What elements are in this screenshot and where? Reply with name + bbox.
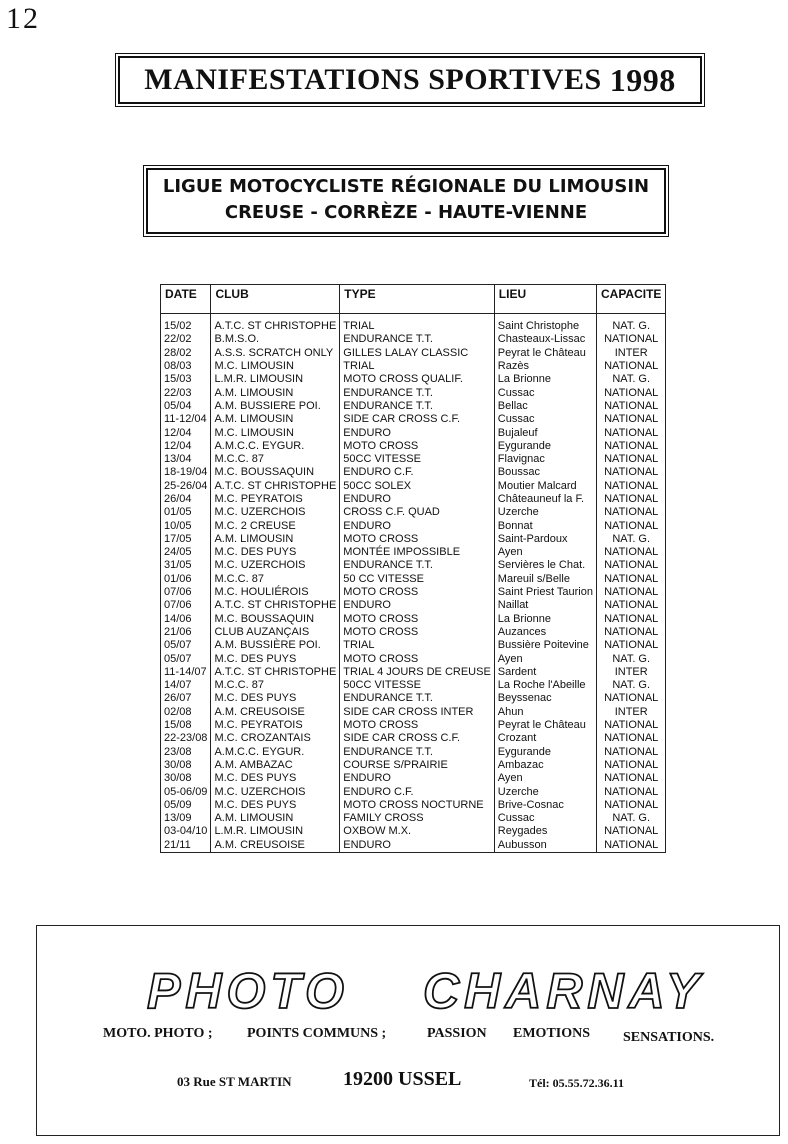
cell-capacite: NATIONAL <box>596 785 665 798</box>
cell-lieu: Saint-Pardoux <box>494 533 596 546</box>
cell-date: 15/08 <box>161 719 211 732</box>
cell-lieu: Reygades <box>494 825 596 838</box>
table-row <box>161 386 666 399</box>
cell-capacite: NATIONAL <box>596 493 665 506</box>
table-row <box>161 746 666 759</box>
cell-club: M.C. DES PUYS <box>211 692 340 705</box>
table-row <box>161 314 666 334</box>
cell-type: ENDURANCE T.T. <box>340 559 495 572</box>
header-date: DATE <box>161 285 211 314</box>
table-row <box>161 706 666 719</box>
cell-club: M.C. 2 CREUSE <box>211 519 340 532</box>
cell-lieu: La Roche l'Abeille <box>494 679 596 692</box>
title-box <box>118 56 702 104</box>
cell-type: MOTO CROSS <box>340 626 495 639</box>
cell-lieu: Bussière Poitevine <box>494 639 596 652</box>
brand-charnay: CHARNAY <box>423 963 705 1019</box>
cell-lieu: Chasteaux-Lissac <box>494 333 596 346</box>
cell-type: ENDURANCE T.T. <box>340 746 495 759</box>
table-row <box>161 453 666 466</box>
cell-type: ENDURO <box>340 599 495 612</box>
table-row <box>161 772 666 785</box>
cell-type: ENDURO C.F. <box>340 785 495 798</box>
header-capacite: CAPACITE <box>596 285 665 314</box>
cell-club: M.C. DES PUYS <box>211 546 340 559</box>
page-number: 12 <box>6 2 40 35</box>
cell-club: M.C. BOUSSAQUIN <box>211 613 340 626</box>
cell-capacite: NATIONAL <box>596 453 665 466</box>
cell-date: 12/04 <box>161 440 211 453</box>
table-row <box>161 559 666 572</box>
cell-lieu: Bujaleuf <box>494 426 596 439</box>
cell-type: ENDURO <box>340 493 495 506</box>
cell-type: MOTO CROSS <box>340 652 495 665</box>
cell-date: 22/03 <box>161 386 211 399</box>
cell-capacite: NATIONAL <box>596 825 665 838</box>
cell-capacite: NAT. G. <box>596 652 665 665</box>
cell-club: A.M. LIMOUSIN <box>211 812 340 825</box>
cell-lieu: La Brionne <box>494 613 596 626</box>
cell-type: MOTO CROSS <box>340 586 495 599</box>
cell-date: 26/07 <box>161 692 211 705</box>
cell-lieu: Moutier Malcard <box>494 480 596 493</box>
cell-type: MOTO CROSS <box>340 533 495 546</box>
cell-type: 50CC VITESSE <box>340 453 495 466</box>
cell-capacite: INTER <box>596 666 665 679</box>
cell-type: MONTÉE IMPOSSIBLE <box>340 546 495 559</box>
cell-lieu: Cussac <box>494 386 596 399</box>
cell-lieu: Ambazac <box>494 759 596 772</box>
cell-club: A.S.S. SCRATCH ONLY <box>211 347 340 360</box>
cell-date: 05/07 <box>161 639 211 652</box>
cell-capacite: NATIONAL <box>596 692 665 705</box>
cell-club: M.C.C. 87 <box>211 573 340 586</box>
cell-capacite: NATIONAL <box>596 799 665 812</box>
cell-date: 15/02 <box>161 314 211 334</box>
cell-type: 50 CC VITESSE <box>340 573 495 586</box>
cell-type: 50CC VITESSE <box>340 679 495 692</box>
cell-club: M.C. UZERCHOIS <box>211 506 340 519</box>
cell-club: M.C. PEYRATOIS <box>211 719 340 732</box>
cell-capacite: NAT. G. <box>596 314 665 334</box>
table-row <box>161 426 666 439</box>
cell-lieu: Peyrat le Château <box>494 347 596 360</box>
table-row <box>161 533 666 546</box>
cell-capacite: NATIONAL <box>596 480 665 493</box>
slogan-emotions: EMOTIONS <box>513 1026 591 1041</box>
cell-club: M.C. HOULIÉROIS <box>211 586 340 599</box>
cell-club: L.M.R. LIMOUSIN <box>211 373 340 386</box>
cell-lieu: Brive-Cosnac <box>494 799 596 812</box>
cell-type: GILLES LALAY CLASSIC <box>340 347 495 360</box>
cell-lieu: La Brionne <box>494 373 596 386</box>
cell-lieu: Auzances <box>494 626 596 639</box>
table-row <box>161 719 666 732</box>
cell-date: 01/05 <box>161 506 211 519</box>
cell-club: A.M.C.C. EYGUR. <box>211 746 340 759</box>
cell-capacite: NATIONAL <box>596 360 665 373</box>
cell-type: ENDURO <box>340 772 495 785</box>
cell-capacite: NAT. G. <box>596 812 665 825</box>
cell-type: ENDURO <box>340 839 495 853</box>
cell-date: 05/09 <box>161 799 211 812</box>
cell-capacite: NATIONAL <box>596 440 665 453</box>
cell-date: 28/02 <box>161 347 211 360</box>
cell-lieu: Servières le Chat. <box>494 559 596 572</box>
cell-lieu: Uzerche <box>494 785 596 798</box>
cell-club: M.C. CROZANTAIS <box>211 732 340 745</box>
cell-club: M.C.C. 87 <box>211 453 340 466</box>
cell-date: 24/05 <box>161 546 211 559</box>
cell-club: A.M.C.C. EYGUR. <box>211 440 340 453</box>
cell-lieu: Ayen <box>494 546 596 559</box>
table-row <box>161 493 666 506</box>
cell-date: 15/03 <box>161 373 211 386</box>
cell-date: 26/04 <box>161 493 211 506</box>
cell-date: 10/05 <box>161 519 211 532</box>
cell-club: M.C. DES PUYS <box>211 652 340 665</box>
table-row <box>161 333 666 346</box>
table-row <box>161 586 666 599</box>
cell-club: M.C. LIMOUSIN <box>211 426 340 439</box>
table-row <box>161 599 666 612</box>
cell-date: 11-14/07 <box>161 666 211 679</box>
league-regions: CREUSE - CORRÈZE - HAUTE-VIENNE <box>224 202 588 223</box>
cell-lieu: Saint Christophe <box>494 314 596 334</box>
cell-capacite: NATIONAL <box>596 559 665 572</box>
cell-lieu: Cussac <box>494 413 596 426</box>
table-row <box>161 400 666 413</box>
cell-type: SIDE CAR CROSS C.F. <box>340 732 495 745</box>
table-row <box>161 506 666 519</box>
table-row <box>161 440 666 453</box>
advertisement <box>36 925 780 1136</box>
cell-date: 30/08 <box>161 772 211 785</box>
cell-type: MOTO CROSS <box>340 440 495 453</box>
table-row <box>161 785 666 798</box>
cell-lieu: Mareuil s/Belle <box>494 573 596 586</box>
cell-type: ENDURO C.F. <box>340 466 495 479</box>
cell-type: TRIAL <box>340 639 495 652</box>
cell-capacite: NATIONAL <box>596 639 665 652</box>
league-name: LIGUE MOTOCYCLISTE RÉGIONALE DU LIMOUSIN <box>162 176 650 197</box>
cell-type: ENDURO <box>340 519 495 532</box>
cell-club: A.M. LIMOUSIN <box>211 413 340 426</box>
cell-capacite: NATIONAL <box>596 772 665 785</box>
cell-date: 30/08 <box>161 759 211 772</box>
cell-club: A.T.C. ST CHRISTOPHE <box>211 666 340 679</box>
events-table <box>160 284 666 853</box>
cell-date: 05/07 <box>161 652 211 665</box>
cell-date: 23/08 <box>161 746 211 759</box>
cell-capacite: NATIONAL <box>596 719 665 732</box>
header-type: TYPE <box>340 285 495 314</box>
cell-date: 11-12/04 <box>161 413 211 426</box>
cell-lieu: Flavignac <box>494 453 596 466</box>
league-box <box>146 168 666 234</box>
cell-lieu: Beyssenac <box>494 692 596 705</box>
cell-date: 21/06 <box>161 626 211 639</box>
cell-date: 17/05 <box>161 533 211 546</box>
slogan-moto-photo: MOTO. PHOTO ; <box>103 1026 213 1041</box>
cell-capacite: NATIONAL <box>596 746 665 759</box>
cell-capacite: INTER <box>596 347 665 360</box>
cell-club: L.M.R. LIMOUSIN <box>211 825 340 838</box>
cell-club: M.C. DES PUYS <box>211 799 340 812</box>
table-row <box>161 759 666 772</box>
table-row <box>161 626 666 639</box>
table-row <box>161 360 666 373</box>
table-row <box>161 413 666 426</box>
cell-capacite: NATIONAL <box>596 386 665 399</box>
cell-lieu: Châteauneuf la F. <box>494 493 596 506</box>
phone-number: Tél: 05.55.72.36.11 <box>529 1076 624 1090</box>
table-row <box>161 839 666 853</box>
cell-type: 50CC SOLEX <box>340 480 495 493</box>
cell-capacite: NATIONAL <box>596 519 665 532</box>
table-row <box>161 573 666 586</box>
slogan-passion: PASSION <box>427 1026 487 1041</box>
cell-type: ENDURANCE T.T. <box>340 692 495 705</box>
cell-date: 18-19/04 <box>161 466 211 479</box>
cell-club: M.C. DES PUYS <box>211 772 340 785</box>
cell-type: ENDURO <box>340 426 495 439</box>
page-title-year: 1998 <box>609 61 676 98</box>
cell-capacite: NATIONAL <box>596 466 665 479</box>
cell-capacite: NATIONAL <box>596 546 665 559</box>
cell-date: 05/04 <box>161 400 211 413</box>
table-row <box>161 825 666 838</box>
cell-lieu: Boussac <box>494 466 596 479</box>
cell-club: A.M. CREUSOISE <box>211 839 340 853</box>
table-row <box>161 799 666 812</box>
cell-date: 14/06 <box>161 613 211 626</box>
address-street: 03 Rue ST MARTIN <box>177 1074 292 1089</box>
cell-date: 12/04 <box>161 426 211 439</box>
slogan-points-communs: POINTS COMMUNS ; <box>247 1026 387 1041</box>
cell-date: 22-23/08 <box>161 732 211 745</box>
slogan-sensations: SENSATIONS. <box>623 1030 715 1045</box>
cell-club: M.C. UZERCHOIS <box>211 559 340 572</box>
cell-capacite: NATIONAL <box>596 759 665 772</box>
cell-capacite: NATIONAL <box>596 333 665 346</box>
cell-date: 13/09 <box>161 812 211 825</box>
cell-capacite: NAT. G. <box>596 679 665 692</box>
table-header-row <box>161 285 666 314</box>
brand-photo: PHOTO <box>147 963 349 1019</box>
cell-club: M.C. LIMOUSIN <box>211 360 340 373</box>
cell-type: MOTO CROSS <box>340 613 495 626</box>
cell-club: M.C.C. 87 <box>211 679 340 692</box>
table-row <box>161 652 666 665</box>
page-title: MANIFESTATIONS SPORTIVES <box>144 63 602 96</box>
cell-lieu: Razès <box>494 360 596 373</box>
cell-club: M.C. BOUSSAQUIN <box>211 466 340 479</box>
cell-lieu: Sardent <box>494 666 596 679</box>
cell-club: A.T.C. ST CHRISTOPHE <box>211 480 340 493</box>
table-row <box>161 639 666 652</box>
cell-capacite: NATIONAL <box>596 426 665 439</box>
table-row <box>161 480 666 493</box>
table-row <box>161 679 666 692</box>
cell-lieu: Eygurande <box>494 440 596 453</box>
cell-capacite: INTER <box>596 706 665 719</box>
cell-capacite: NATIONAL <box>596 413 665 426</box>
cell-club: A.M. BUSSIERE POI. <box>211 400 340 413</box>
table-row <box>161 613 666 626</box>
cell-date: 22/02 <box>161 333 211 346</box>
cell-lieu: Bonnat <box>494 519 596 532</box>
cell-lieu: Naillat <box>494 599 596 612</box>
cell-date: 03-04/10 <box>161 825 211 838</box>
cell-type: ENDURANCE T.T. <box>340 386 495 399</box>
cell-club: A.M. LIMOUSIN <box>211 533 340 546</box>
cell-type: TRIAL <box>340 360 495 373</box>
cell-capacite: NAT. G. <box>596 533 665 546</box>
cell-capacite: NATIONAL <box>596 599 665 612</box>
table-row <box>161 546 666 559</box>
cell-lieu: Uzerche <box>494 506 596 519</box>
cell-date: 05-06/09 <box>161 785 211 798</box>
table-row <box>161 666 666 679</box>
cell-capacite: NATIONAL <box>596 400 665 413</box>
cell-capacite: NATIONAL <box>596 613 665 626</box>
table-row <box>161 519 666 532</box>
cell-date: 14/07 <box>161 679 211 692</box>
cell-lieu: Cussac <box>494 812 596 825</box>
cell-type: OXBOW M.X. <box>340 825 495 838</box>
cell-date: 07/06 <box>161 586 211 599</box>
cell-lieu: Ahun <box>494 706 596 719</box>
cell-type: MOTO CROSS QUALIF. <box>340 373 495 386</box>
cell-lieu: Aubusson <box>494 839 596 853</box>
cell-capacite: NATIONAL <box>596 586 665 599</box>
cell-date: 31/05 <box>161 559 211 572</box>
cell-club: A.M. CREUSOISE <box>211 706 340 719</box>
cell-type: FAMILY CROSS <box>340 812 495 825</box>
cell-club: M.C. PEYRATOIS <box>211 493 340 506</box>
cell-date: 07/06 <box>161 599 211 612</box>
cell-lieu: Peyrat le Château <box>494 719 596 732</box>
cell-date: 25-26/04 <box>161 480 211 493</box>
address-city: 19200 USSEL <box>343 1068 462 1090</box>
cell-lieu: Crozant <box>494 732 596 745</box>
cell-type: CROSS C.F. QUAD <box>340 506 495 519</box>
cell-club: A.M. BUSSIÈRE POI. <box>211 639 340 652</box>
cell-type: TRIAL 4 JOURS DE CREUSE <box>340 666 495 679</box>
table-row <box>161 692 666 705</box>
cell-lieu: Saint Priest Taurion <box>494 586 596 599</box>
header-club: CLUB <box>211 285 340 314</box>
cell-club: A.M. AMBAZAC <box>211 759 340 772</box>
cell-capacite: NATIONAL <box>596 626 665 639</box>
table-row <box>161 732 666 745</box>
cell-type: COURSE S/PRAIRIE <box>340 759 495 772</box>
cell-type: ENDURANCE T.T. <box>340 333 495 346</box>
cell-type: ENDURANCE T.T. <box>340 400 495 413</box>
cell-date: 02/08 <box>161 706 211 719</box>
cell-type: MOTO CROSS NOCTURNE <box>340 799 495 812</box>
cell-date: 08/03 <box>161 360 211 373</box>
table-row <box>161 347 666 360</box>
header-lieu: LIEU <box>494 285 596 314</box>
cell-type: TRIAL <box>340 314 495 334</box>
cell-lieu: Ayen <box>494 772 596 785</box>
cell-lieu: Eygurande <box>494 746 596 759</box>
table-row <box>161 812 666 825</box>
table-body <box>161 314 666 853</box>
cell-lieu: Ayen <box>494 652 596 665</box>
cell-club: B.M.S.O. <box>211 333 340 346</box>
cell-date: 13/04 <box>161 453 211 466</box>
cell-type: SIDE CAR CROSS C.F. <box>340 413 495 426</box>
cell-club: CLUB AUZANÇAIS <box>211 626 340 639</box>
cell-club: A.M. LIMOUSIN <box>211 386 340 399</box>
cell-type: SIDE CAR CROSS INTER <box>340 706 495 719</box>
cell-club: M.C. UZERCHOIS <box>211 785 340 798</box>
cell-date: 21/11 <box>161 839 211 853</box>
cell-capacite: NAT. G. <box>596 373 665 386</box>
cell-date: 01/06 <box>161 573 211 586</box>
cell-lieu: Bellac <box>494 400 596 413</box>
table-row <box>161 466 666 479</box>
cell-type: MOTO CROSS <box>340 719 495 732</box>
cell-capacite: NATIONAL <box>596 506 665 519</box>
table-row <box>161 373 666 386</box>
cell-club: A.T.C. ST CHRISTOPHE <box>211 314 340 334</box>
cell-capacite: NATIONAL <box>596 839 665 853</box>
cell-capacite: NATIONAL <box>596 573 665 586</box>
cell-capacite: NATIONAL <box>596 732 665 745</box>
cell-club: A.T.C. ST CHRISTOPHE <box>211 599 340 612</box>
